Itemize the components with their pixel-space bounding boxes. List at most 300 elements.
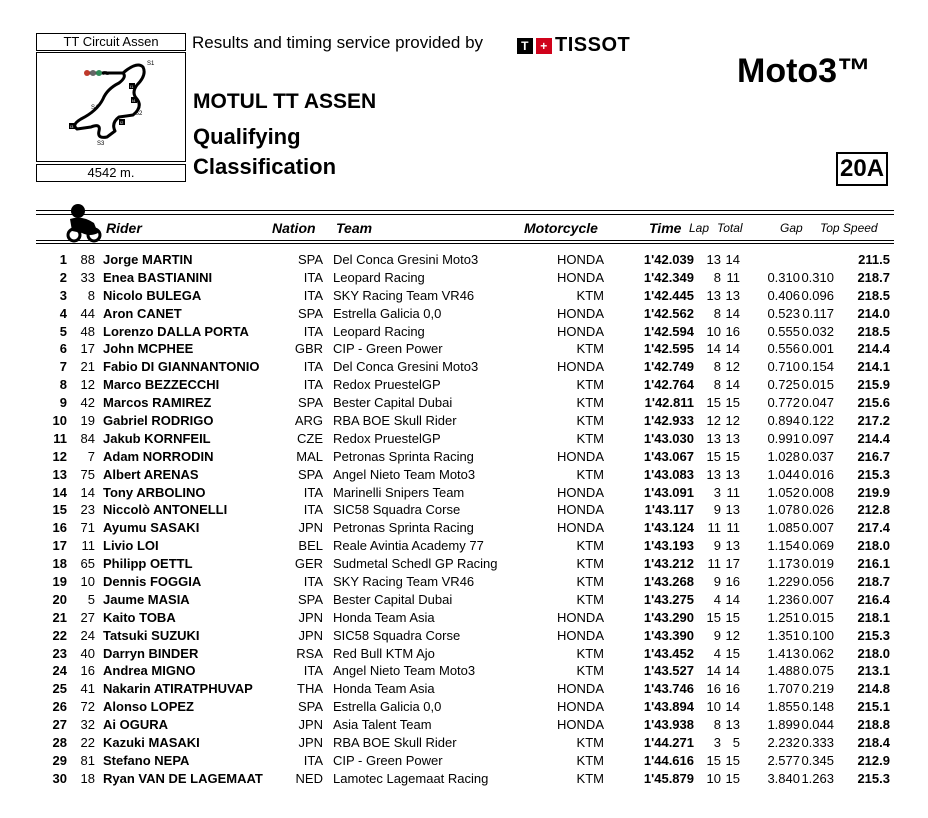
table-row: [0, 716, 928, 734]
position: 16: [52, 520, 67, 536]
lap-time: 1'43.030: [643, 430, 694, 446]
position: 29: [52, 752, 67, 768]
table-row: [0, 430, 928, 448]
rider-name: Nicolo BULEGA: [103, 287, 202, 303]
position: 24: [52, 663, 67, 679]
team-name: Sudmetal Schedl GP Racing: [333, 556, 498, 572]
nation: ITA: [303, 287, 323, 303]
best-lap: 8: [713, 717, 721, 733]
gap-to-previous: 0.001: [801, 341, 834, 357]
rider-number: 33: [80, 269, 95, 285]
gap-to-first: 1.899: [767, 717, 800, 733]
top-speed: 215.3: [857, 466, 890, 482]
rider-number: 72: [80, 699, 95, 715]
circuit-map: [36, 52, 186, 162]
gap-to-first: 1.413: [767, 645, 800, 661]
lap-time: 1'42.933: [643, 413, 694, 429]
nation: ITA: [303, 484, 323, 500]
col-header-total: Total: [717, 221, 743, 235]
gap-to-first: 2.577: [767, 752, 800, 768]
nation: SPA: [297, 252, 323, 267]
team-name: CIP - Green Power: [333, 752, 443, 768]
total-laps: 11: [726, 269, 740, 285]
motorcycle: KTM: [576, 430, 604, 446]
total-laps: 11: [726, 520, 740, 536]
gap-to-first: 1.044: [767, 466, 800, 482]
motorcycle: KTM: [576, 735, 604, 751]
rider-number: 71: [80, 520, 95, 536]
top-speed: 213.1: [857, 663, 890, 679]
gap-to-first: 0.406: [767, 287, 800, 303]
gap-to-previous: 0.015: [801, 377, 834, 393]
motorcycle: KTM: [576, 395, 604, 411]
divider: [36, 210, 894, 211]
team-name: CIP - Green Power: [333, 341, 443, 357]
table-row: [0, 269, 928, 287]
gap-to-first: 1.173: [767, 556, 800, 572]
motorcycle: HONDA: [557, 681, 604, 697]
best-lap: 15: [706, 752, 721, 768]
lap-time: 1'43.091: [643, 484, 694, 500]
rider-name: Jaume MASIA: [103, 591, 190, 607]
sponsor-name: TISSOT: [555, 34, 631, 56]
best-lap: 14: [706, 341, 721, 357]
lap-time: 1'43.067: [643, 448, 694, 464]
nation: SPA: [297, 466, 323, 482]
divider: [36, 214, 894, 215]
team-name: Asia Talent Team: [333, 717, 432, 733]
total-laps: 14: [725, 341, 740, 357]
divider: [36, 240, 894, 241]
session-name: Qualifying: [193, 124, 301, 149]
total-laps: 14: [725, 699, 740, 715]
gap-to-previous: 0.015: [801, 609, 834, 625]
rider-number: 84: [80, 430, 95, 446]
best-lap: 9: [713, 574, 721, 590]
lap-time: 1'42.595: [643, 341, 694, 357]
position: 6: [59, 341, 67, 357]
total-laps: 13: [725, 430, 740, 446]
top-speed: 211.5: [858, 252, 890, 267]
total-laps: 14: [725, 252, 740, 267]
gap-to-first: 1.154: [767, 538, 800, 554]
position: 19: [52, 574, 67, 590]
sector-label: S2: [135, 111, 143, 117]
motorcycle: HONDA: [557, 252, 604, 267]
lap-time: 1'43.527: [643, 663, 694, 679]
nation: CZE: [297, 430, 323, 446]
gap-to-previous: 0.096: [801, 287, 834, 303]
gap-to-previous: 0.016: [801, 466, 834, 482]
table-row: [0, 287, 928, 305]
rider-name: Ryan VAN DE LAGEMAAT: [103, 770, 263, 786]
motorcycle: HONDA: [557, 520, 604, 536]
rider-name: Nakarin ATIRATPHUVAP: [103, 681, 253, 697]
rider-number: 41: [80, 681, 95, 697]
lap-time: 1'42.764: [643, 377, 694, 393]
event-name: MOTUL TT ASSEN: [193, 90, 377, 113]
swiss-cross-icon: +: [536, 38, 552, 54]
position: 4: [59, 305, 67, 321]
lap-time: 1'43.290: [643, 609, 694, 625]
team-name: SKY Racing Team VR46: [333, 574, 475, 590]
total-laps: 15: [725, 448, 740, 464]
team-name: Del Conca Gresini Moto3: [333, 252, 479, 267]
col-header-top-speed: Top Speed: [820, 221, 878, 235]
best-lap: 15: [706, 609, 721, 625]
position: 5: [59, 323, 67, 339]
total-laps: 14: [725, 663, 740, 679]
position: 28: [52, 735, 67, 751]
motorcycle: KTM: [576, 663, 604, 679]
best-lap: 10: [706, 699, 721, 715]
table-row: [0, 394, 928, 412]
best-lap: 13: [706, 252, 721, 267]
position: 15: [52, 502, 67, 518]
nation: JPN: [298, 717, 323, 733]
top-speed: 218.1: [857, 609, 890, 625]
rider-number: 22: [80, 735, 95, 751]
lap-time: 1'43.193: [643, 538, 694, 554]
motorcycle: HONDA: [557, 323, 604, 339]
gap-to-first: 1.855: [767, 699, 800, 715]
class-name: Moto3™: [737, 52, 872, 90]
position: 27: [52, 717, 67, 733]
lap-time: 1'43.390: [643, 627, 694, 643]
marker-label: I1: [130, 84, 134, 89]
gap-to-first: 1.028: [767, 448, 800, 464]
total-laps: 15: [725, 770, 740, 786]
team-name: Honda Team Asia: [333, 609, 435, 625]
top-speed: 219.9: [857, 484, 890, 500]
total-laps: 13: [725, 287, 740, 303]
table-row: [0, 537, 928, 555]
rider-name: Livio LOI: [103, 538, 159, 554]
total-laps: 11: [726, 484, 740, 500]
rider-name: Dennis FOGGIA: [103, 574, 202, 590]
lap-time: 1'42.039: [643, 252, 694, 267]
best-lap: 4: [713, 645, 721, 661]
lap-time: 1'42.811: [644, 395, 694, 411]
best-lap: 8: [713, 359, 721, 375]
nation: ITA: [303, 574, 323, 590]
best-lap: 11: [707, 556, 721, 572]
total-laps: 13: [725, 538, 740, 554]
table-row: [0, 734, 928, 752]
rider-number: 32: [80, 717, 95, 733]
top-speed: 216.4: [857, 591, 890, 607]
nation: JPN: [298, 609, 323, 625]
lap-time: 1'43.268: [643, 574, 694, 590]
total-laps: 15: [725, 752, 740, 768]
table-row: [0, 752, 928, 770]
best-lap: 13: [706, 430, 721, 446]
top-speed: 214.4: [857, 430, 890, 446]
rider-name: Kaito TOBA: [103, 609, 176, 625]
rider-number: 75: [80, 466, 95, 482]
nation: GBR: [294, 341, 323, 357]
position: 26: [52, 699, 67, 715]
position: 10: [52, 413, 67, 429]
position: 21: [52, 609, 67, 625]
motorcycle: KTM: [576, 538, 604, 554]
best-lap: 9: [713, 627, 721, 643]
gap-to-first: 1.229: [767, 574, 800, 590]
team-name: Bester Capital Dubai: [333, 591, 453, 607]
top-speed: 217.2: [857, 413, 890, 429]
top-speed: 218.8: [857, 717, 890, 733]
lap-time: 1'43.275: [643, 591, 694, 607]
rider-name: Aron CANET: [103, 305, 182, 321]
rider-number: 24: [80, 627, 95, 643]
motorcycle: KTM: [576, 341, 604, 357]
position: 2: [59, 269, 67, 285]
team-name: Leopard Racing: [333, 269, 425, 285]
top-speed: 212.9: [857, 752, 890, 768]
rider-number: 7: [87, 448, 95, 464]
rider-number: 23: [80, 502, 95, 518]
position: 14: [52, 484, 67, 500]
table-row: [0, 358, 928, 376]
sector-label: S3: [97, 141, 105, 147]
rider-icon: [64, 203, 102, 243]
position: 11: [53, 430, 67, 446]
best-lap: 11: [707, 520, 721, 536]
rider-number: 18: [80, 770, 95, 786]
gap-to-first: 2.232: [767, 735, 800, 751]
table-row: [0, 484, 928, 502]
table-row: [0, 376, 928, 394]
motorcycle: HONDA: [557, 627, 604, 643]
nation: GER: [294, 556, 323, 572]
table-row: [0, 770, 928, 788]
table-row: [0, 519, 928, 537]
team-name: Angel Nieto Team Moto3: [333, 466, 476, 482]
team-name: Red Bull KTM Ajo: [333, 645, 435, 661]
top-speed: 216.1: [857, 556, 890, 572]
best-lap: 15: [706, 448, 721, 464]
rider-number: 88: [80, 252, 95, 267]
gap-to-previous: 0.148: [801, 699, 834, 715]
top-speed: 218.7: [857, 269, 890, 285]
team-name: Petronas Sprinta Racing: [333, 520, 474, 536]
position: 1: [59, 252, 67, 267]
nation: ARG: [294, 413, 323, 429]
top-speed: 215.1: [857, 699, 890, 715]
table-row: [0, 627, 928, 645]
rider-name: Marcos RAMIREZ: [103, 395, 212, 411]
top-speed: 215.3: [857, 627, 890, 643]
team-name: Del Conca Gresini Moto3: [333, 359, 479, 375]
rider-name: Fabio DI GIANNANTONIO: [103, 359, 260, 375]
gap-to-previous: 0.026: [801, 502, 834, 518]
motorcycle: HONDA: [557, 448, 604, 464]
rider-name: Gabriel RODRIGO: [103, 413, 214, 429]
lap-time: 1'44.616: [643, 752, 694, 768]
rider-number: 40: [80, 645, 95, 661]
circuit-name: TT Circuit Assen: [36, 33, 186, 51]
best-lap: 3: [713, 484, 721, 500]
lap-time: 1'42.445: [643, 287, 694, 303]
total-laps: 13: [725, 466, 740, 482]
gap-to-first: 1.236: [767, 591, 800, 607]
sponsor-logo: [517, 34, 630, 57]
team-name: RBA BOE Skull Rider: [333, 413, 457, 429]
gap-to-previous: 0.062: [801, 645, 834, 661]
total-laps: 13: [725, 717, 740, 733]
motorcycle: HONDA: [557, 502, 604, 518]
nation: ITA: [303, 269, 323, 285]
circuit-map-icon: [37, 53, 185, 161]
rider-number: 14: [80, 484, 95, 500]
table-row: [0, 501, 928, 519]
gap-to-previous: 0.097: [801, 430, 834, 446]
table-row: [0, 466, 928, 484]
team-name: Estrella Galicia 0,0: [333, 305, 442, 321]
team-name: SKY Racing Team VR46: [333, 287, 475, 303]
lap-time: 1'43.212: [643, 556, 694, 572]
position: 30: [52, 770, 67, 786]
marker-label: FL: [103, 71, 109, 77]
rider-number: 8: [87, 287, 95, 303]
gap-to-previous: 0.345: [801, 752, 834, 768]
best-lap: 4: [713, 591, 721, 607]
motorcycle: HONDA: [557, 269, 604, 285]
position: 7: [59, 359, 67, 375]
rider-name: Philipp OETTL: [103, 556, 193, 572]
motorcycle: HONDA: [557, 609, 604, 625]
best-lap: 8: [713, 305, 721, 321]
tissot-t-icon: T: [517, 38, 533, 54]
gap-to-previous: 0.333: [801, 735, 834, 751]
gap-to-first: 0.991: [767, 430, 800, 446]
motorcycle: KTM: [576, 591, 604, 607]
table-row: [0, 323, 928, 341]
lap-time: 1'43.894: [643, 699, 694, 715]
total-laps: 14: [725, 305, 740, 321]
lap-time: 1'43.452: [643, 645, 694, 661]
rider-number: 11: [81, 538, 95, 554]
rider-number: 10: [80, 574, 95, 590]
gap-to-first: 0.894: [767, 413, 800, 429]
rider-name: Adam NORRODIN: [103, 448, 214, 464]
nation: ITA: [303, 752, 323, 768]
team-name: Estrella Galicia 0,0: [333, 699, 442, 715]
lap-time: 1'43.083: [643, 466, 694, 482]
gap-to-previous: 0.032: [801, 323, 834, 339]
gap-to-previous: 0.069: [801, 538, 834, 554]
top-speed: 217.4: [857, 520, 890, 536]
position: 25: [52, 681, 67, 697]
nation: ITA: [303, 663, 323, 679]
top-speed: 216.7: [857, 448, 890, 464]
motorcycle: HONDA: [557, 359, 604, 375]
rider-name: Jorge MARTIN: [103, 252, 193, 267]
top-speed: 214.8: [857, 681, 890, 697]
gap-to-previous: 0.019: [801, 556, 834, 572]
best-lap: 8: [713, 269, 721, 285]
divider: [36, 243, 894, 244]
total-laps: 15: [725, 395, 740, 411]
motorcycle: HONDA: [557, 717, 604, 733]
gap-to-first: 0.710: [767, 359, 800, 375]
motorcycle: HONDA: [557, 484, 604, 500]
position: 13: [52, 466, 67, 482]
team-name: SIC58 Squadra Corse: [333, 502, 461, 518]
gap-to-previous: 0.056: [801, 574, 834, 590]
gap-to-previous: 0.008: [801, 484, 834, 500]
marker-label: I4: [132, 98, 136, 103]
gap-to-first: 3.840: [767, 770, 800, 786]
position: 9: [59, 395, 67, 411]
rider-name: Kazuki MASAKI: [103, 735, 200, 751]
lap-time: 1'43.117: [644, 502, 694, 518]
position: 17: [52, 538, 67, 554]
gap-to-previous: 0.047: [801, 395, 834, 411]
motorcycle: KTM: [576, 645, 604, 661]
gap-to-first: 1.078: [767, 502, 800, 518]
rider-number: 65: [80, 556, 95, 572]
top-speed: 218.0: [857, 645, 890, 661]
best-lap: 16: [706, 681, 721, 697]
table-row: [0, 412, 928, 430]
total-laps: 14: [725, 591, 740, 607]
position: 3: [59, 287, 67, 303]
top-speed: 215.9: [857, 377, 890, 393]
sector-label: S1: [147, 61, 155, 67]
position: 8: [59, 377, 67, 393]
col-header-time: Time: [649, 220, 682, 236]
nation: JPN: [298, 735, 323, 751]
rider-name: John MCPHEE: [103, 341, 194, 357]
lap-time: 1'42.594: [643, 323, 694, 339]
table-row: [0, 591, 928, 609]
motorcycle: KTM: [576, 287, 604, 303]
table-row: [0, 698, 928, 716]
team-name: Leopard Racing: [333, 323, 425, 339]
gap-to-previous: 0.100: [801, 627, 834, 643]
nation: RSA: [296, 645, 323, 661]
gap-to-first: 0.772: [767, 395, 800, 411]
table-row: [0, 662, 928, 680]
team-name: Bester Capital Dubai: [333, 395, 453, 411]
top-speed: 212.8: [857, 502, 890, 518]
rider-name: Ai OGURA: [103, 717, 168, 733]
top-speed: 214.0: [857, 305, 890, 321]
total-laps: 12: [725, 627, 740, 643]
motorcycle: KTM: [576, 556, 604, 572]
rider-name: Tatsuki SUZUKI: [103, 627, 200, 643]
motorcycle: KTM: [576, 466, 604, 482]
gap-to-previous: 0.075: [801, 663, 834, 679]
team-name: RBA BOE Skull Rider: [333, 735, 457, 751]
total-laps: 17: [725, 556, 740, 572]
rider-number: 42: [80, 395, 95, 411]
gap-to-first: 0.556: [767, 341, 800, 357]
best-lap: 8: [713, 377, 721, 393]
rider-name: Tony ARBOLINO: [103, 484, 206, 500]
table-row: [0, 305, 928, 323]
top-speed: 215.3: [857, 770, 890, 786]
gap-to-previous: 1.263: [801, 770, 834, 786]
best-lap: 13: [706, 466, 721, 482]
gap-to-first: 1.488: [767, 663, 800, 679]
gap-to-previous: 0.310: [801, 269, 834, 285]
rider-name: Lorenzo DALLA PORTA: [103, 323, 249, 339]
total-laps: 14: [725, 377, 740, 393]
top-speed: 215.6: [857, 395, 890, 411]
table-row: [0, 555, 928, 573]
